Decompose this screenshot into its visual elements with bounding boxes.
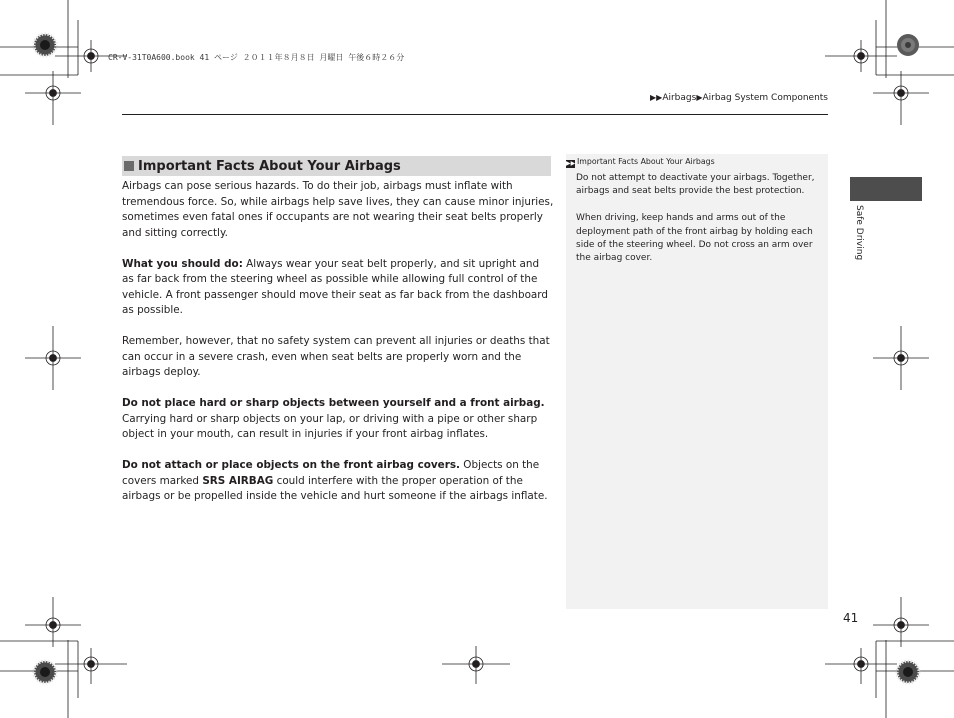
airbag-covers-text-a: Objects on the covers marked bbox=[122, 459, 540, 487]
sharp-objects-warning: Do not place hard or sharp objects between yourself and a front airbag. bbox=[122, 397, 545, 409]
chapter-label: Safe Driving bbox=[854, 205, 864, 261]
chapter-tab[interactable] bbox=[850, 177, 922, 201]
paragraph-sharp-objects bbox=[122, 396, 554, 443]
sidebar-note-body bbox=[576, 172, 820, 279]
what-to-do-text: Always wear your seat belt properly, and sit upright and as far back from the steering wheel as possible while allowing full control of the vehicle. A front passenger should move their seat as far back from the dashboard as possible. bbox=[122, 257, 548, 316]
breadcrumb bbox=[650, 93, 828, 103]
sidebar-note-title bbox=[566, 157, 715, 168]
what-to-do-label: What you should do: bbox=[122, 257, 243, 270]
breadcrumb-separator-icon: ▶ bbox=[696, 93, 703, 102]
paragraph-what-to-do bbox=[122, 257, 554, 319]
airbag-covers-warning: Do not attach or place objects on the front airbag covers. bbox=[122, 459, 460, 471]
paragraph-no-system: Remember, however, that no safety system can prevent all injuries or deaths that can occur in a severe crash, even when seat belts are properly worn and the airbags deploy. bbox=[122, 335, 550, 378]
sidebar-note-title-text: Important Facts About Your Airbags bbox=[577, 157, 715, 166]
sidebar-note-hands: When driving, keep hands and arms out of the deployment path of the front airbag by holding each side of the steering wheel. Do not cross an arm over the airbag cover. bbox=[576, 213, 813, 264]
sidebar-note-deactivate: Do not attempt to deactivate your airbags. Together, airbags and seat belts provide the best protection. bbox=[576, 173, 815, 197]
main-body-text bbox=[122, 179, 554, 520]
breadcrumb-arrows-icon: ▶▶ bbox=[650, 93, 663, 102]
header-divider bbox=[122, 114, 828, 115]
sharp-objects-text: Carrying hard or sharp objects on your lap, or driving with a pipe or other sharp object in your mouth, can result in injuries if your front airbag inflates. bbox=[122, 412, 538, 440]
srs-airbag-label: SRS AIRBAG bbox=[202, 474, 274, 487]
paragraph-airbag-covers bbox=[122, 458, 554, 505]
section-heading-text: Important Facts About Your Airbags bbox=[138, 158, 401, 174]
breadcrumb-components-link[interactable]: Airbag System Components bbox=[702, 93, 828, 103]
page-number: 41 bbox=[843, 611, 859, 625]
reference-arrow-icon: ▶▶ bbox=[566, 160, 576, 167]
print-slug: CR-V-31T0A600.book 41 ページ ２０１１年８月８日 月曜日 午後６時２６分 bbox=[108, 53, 405, 62]
paragraph-hazards: Airbags can pose serious hazards. To do their job, airbags must inflate with tremendous force. So, while airbags help save lives, they can cause minor injuries, sometimes even fatal ones if occupants are not wearing their seat belts properly and sitting correctly. bbox=[122, 180, 554, 239]
section-heading bbox=[122, 156, 551, 176]
heading-square-icon bbox=[124, 161, 134, 171]
sidebar-note-panel bbox=[566, 154, 828, 609]
airbag-covers-text-b: could interfere with the proper operation of the airbags or be propelled inside the vehicle and hurt someone if the airbags inflate. bbox=[122, 474, 548, 502]
breadcrumb-airbags-link[interactable]: Airbags bbox=[662, 93, 697, 103]
